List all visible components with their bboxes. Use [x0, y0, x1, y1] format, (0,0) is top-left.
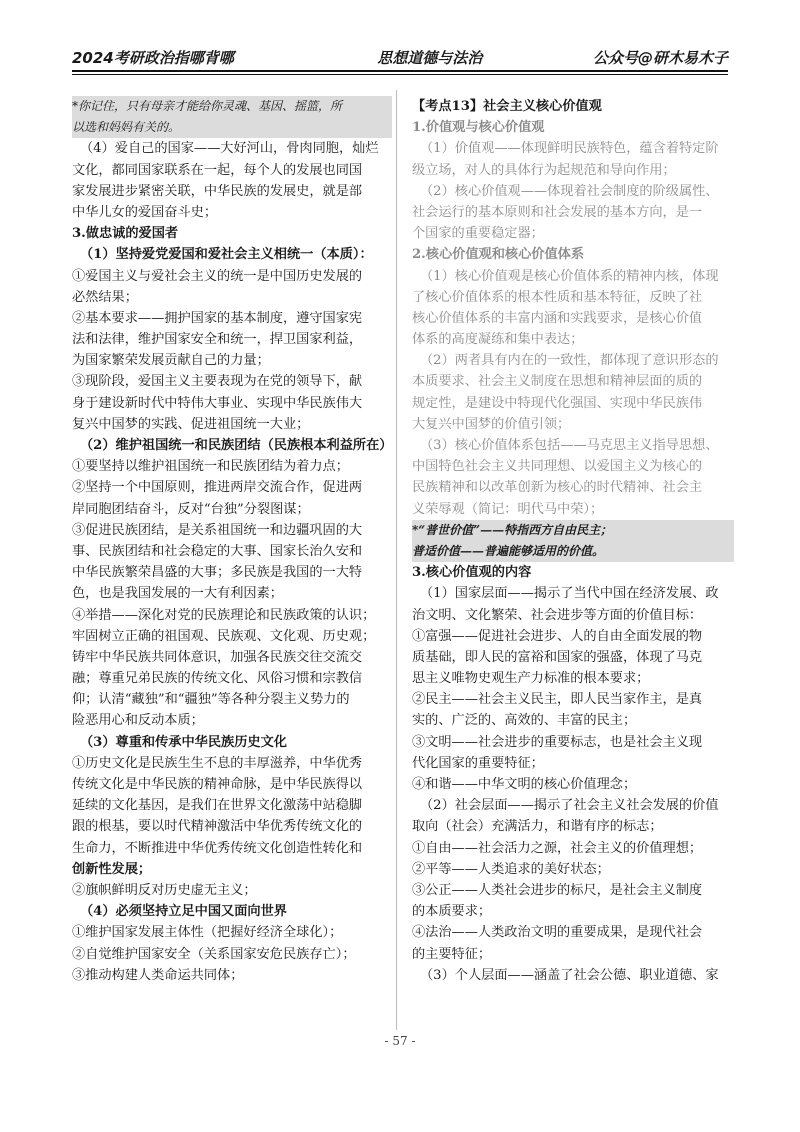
right-text-line: 了核心价值体系的根本性质和基本特征，反映了社	[412, 289, 703, 305]
left-text-line: 中华儿女的爱国奋斗史；	[72, 204, 218, 220]
left-text-line: ②坚持一个中国原则，推进两岸交流合作，促进两	[72, 480, 363, 496]
right-text-line: 的本质要求；	[412, 904, 492, 920]
right-text-line: （3）个人层面——涵盖了社会公德、职业道德、家	[420, 967, 719, 983]
right-text-line: 中国特色社会主义共同理想、以爱国主义为核心的	[412, 459, 703, 475]
left-text-line: （3）尊重和传承中华民族历史文化	[80, 734, 287, 750]
left-text-line: 为国家繁荣发展贡献自己的力量；	[72, 353, 270, 369]
right-text-line: 3.核心价值观的内容	[412, 565, 532, 581]
right-text-line: ④法治——人类政治文明的重要成果，是现代社会	[412, 925, 703, 941]
left-text-line: 法和法律，维护国家安全和统一，捍卫国家利益，	[72, 332, 363, 348]
right-text-line: （2）核心价值观——体现着社会制度的阶级属性、	[420, 183, 719, 199]
right-text-line: （1）核心价值观是核心价值体系的精神内核，体现	[420, 268, 719, 284]
right-text-line: 治文明、文化繁荣、社会进步等方面的价值目标：	[412, 607, 703, 623]
right-text-line: 质基础，即人民的富裕和国家的强盛，体现了马克	[412, 649, 703, 665]
right-text-line: （2）社会层面——揭示了社会主义社会发展的价值	[420, 798, 719, 814]
left-text-line: ③促进民族团结，是关系祖国统一和边疆巩固的大	[72, 522, 363, 538]
left-text-line: ②自觉维护国家安全（关系国家安危民族存亡）；	[72, 946, 356, 962]
right-text-line: 规定性，是建设中特现代化强国、实现中华民族伟	[412, 395, 703, 411]
left-text-line: 铸牢中华民族共同体意识，加强各民族交往交流交	[72, 649, 363, 665]
left-text-line: ④举措——深化对党的民族理论和民族政策的认识；	[72, 607, 376, 623]
left-text-line: 以选和妈妈有关的。	[72, 117, 392, 138]
right-text-line: 普适价值——普遍能够适用的价值。	[412, 541, 734, 562]
right-text-line: ①自由——社会活力之源，社会主义的价值理想；	[412, 840, 703, 856]
right-text-line: 的主要特征；	[412, 946, 492, 962]
right-text-line: 【考点13】社会主义核心价值观	[412, 99, 602, 114]
left-text-line: 延续的文化基因，是我们在世界文化激荡中站稳脚	[72, 798, 363, 814]
left-text-line: 牢固树立正确的祖国观、民族观、文化观、历史观；	[72, 628, 376, 644]
right-text-line: 1.价值观与核心价值观	[412, 120, 545, 136]
left-text-line: 生命力，不断推进中华优秀传统文化创造性转化和	[72, 840, 363, 856]
right-text-line: 核心价值体系的丰富内涵和实践要求，是核心价值	[412, 310, 703, 326]
right-text-line: （1）国家层面——揭示了当代中国在经济发展、政	[420, 586, 719, 602]
left-text-line: ②基本要求——拥护国家的基本制度，遵守国家宪	[72, 310, 363, 326]
header-author: 公众号@研木易木子	[592, 49, 728, 67]
left-text-line: ①维护国家发展主体性（把握好经济全球化）；	[72, 925, 343, 941]
left-text-line: 家发展进步紧密关联，中华民族的发展史，就是部	[72, 183, 363, 199]
left-text-line: 身于建设新时代中特伟大事业、实现中华民族伟大	[72, 395, 363, 411]
left-text-line: 3.做忠诚的爱国者	[72, 226, 179, 242]
left-text-line: 融；尊重兄弟民族的传统文化、风俗习惯和宗教信	[72, 671, 363, 687]
right-text-line: 2.核心价值观和核心价值体系	[412, 247, 585, 263]
right-text-line: ②民主——社会主义民主，即人民当家作主，是真	[412, 692, 703, 708]
left-text-line: 创新性发展；	[72, 861, 152, 877]
right-text-line: 大复兴中国梦的价值引领；	[412, 416, 571, 432]
right-text-line: 个国家的重要稳定器；	[412, 226, 544, 242]
left-text-line: 仰；认清“藏独”和“疆独”等各种分裂主义势力的	[72, 692, 350, 708]
left-text-line: ①历史文化是民族生生不息的丰厚滋养，中华优秀	[72, 755, 363, 771]
right-text-line: ③公正——人类社会进步的标尺，是社会主义制度	[412, 882, 703, 898]
left-column	[72, 96, 392, 986]
left-text-line: 跟的根基，要以时代精神激活中华优秀传统文化的	[72, 819, 363, 835]
left-text-line: ③现阶段，爱国主义主要表现为在党的领导下，献	[72, 374, 363, 390]
left-text-line: （1）坚持爱党爱国和爱社会主义相统一（本质）：	[80, 247, 373, 263]
header-rule-thin	[72, 74, 728, 75]
right-text-line: 体系的高度凝练和集中表达；	[412, 332, 584, 348]
right-text-line: ④和谐——中华文明的核心价值理念；	[412, 777, 637, 792]
left-text-line: （4）爱自己的国家——大好河山，骨肉同胞，灿烂	[80, 141, 379, 157]
left-text-line: 必然结果；	[72, 289, 138, 305]
right-text-line: ①富强——促进社会进步、人的自由全面发展的物	[412, 628, 703, 644]
left-text-line: *你记住，只有母亲才能给你灵魂、基因、摇篮，所	[72, 96, 392, 117]
left-text-line: 色，也是我国发展的一大有利因素；	[72, 586, 283, 602]
right-text-line: （1）价值观——体现鲜明民族特色，蕴含着特定阶	[420, 141, 719, 157]
page-header	[72, 38, 728, 68]
right-text-line: 取向（社会）充满活力，和谐有序的标志；	[412, 819, 663, 835]
left-text-line: 事、民族团结和社会稳定的大事、国家长治久安和	[72, 543, 363, 559]
right-text-line: 本质要求、社会主义制度在思想和精神层面的质的	[412, 374, 703, 390]
right-text-line: 社会运行的基本原则和社会发展的基本方向，是一	[412, 204, 703, 220]
left-text-line: ③推动构建人类命运共同体；	[72, 967, 244, 983]
left-text-line: （4）必须坚持立足中国又面向世界	[80, 904, 287, 920]
right-text-line: *“普世价值”——特指西方自由民主；	[412, 520, 734, 541]
right-text-line: （3）核心价值体系包括——马克思主义指导思想、	[420, 438, 719, 453]
right-text-line: 实的、广泛的、高效的、丰富的民主；	[412, 713, 637, 729]
right-text-line: 义荣辱观（简记：明代马中荣）；	[412, 501, 604, 517]
left-text-line: ①爱国主义与爱社会主义的统一是中国历史发展的	[72, 268, 363, 284]
left-text-line: 传统文化是中华民族的精神命脉，是中华民族得以	[72, 777, 363, 792]
right-text-line: 思主义唯物史观生产力标准的根本要求；	[412, 671, 650, 687]
column-divider	[396, 90, 397, 1030]
left-text-line: （2）维护祖国统一和民族团结（民族根本利益所在）	[80, 438, 392, 453]
right-text-line: （2）两者具有内在的一致性，都体现了意识形态的	[420, 353, 719, 369]
right-text-line: 代化国家的重要特征；	[412, 755, 544, 771]
left-text-line: ①要坚持以维护祖国统一和民族团结为着力点；	[72, 459, 349, 475]
right-text-line: ③文明——社会进步的重要标志，也是社会主义现	[412, 734, 703, 750]
left-text-line: 文化，都同国家联系在一起，每个人的发展也同国	[72, 162, 363, 178]
header-book-title: 2024考研政治指哪背哪	[72, 49, 234, 67]
right-text-line: ②平等——人类追求的美好状态；	[412, 861, 610, 877]
header-chapter-title: 思想道德与法治	[377, 49, 483, 67]
left-text-line: 岸同胞团结奋斗，反对“台独”分裂图谋；	[72, 501, 310, 517]
header-rule-thick	[72, 70, 728, 72]
right-column	[412, 96, 734, 986]
right-text-line: 民族精神和以改革创新为核心的时代精神、社会主	[412, 480, 703, 496]
left-text-line: ②旗帜鲜明反对历史虚无主义；	[72, 882, 257, 898]
left-text-line: 中华民族繁荣昌盛的大事；多民族是我国的一大特	[72, 565, 363, 581]
right-text-line: 级立场，对人的具体行为起规范和导向作用；	[412, 162, 676, 178]
left-text-line: 险恶用心和反动本质；	[72, 713, 204, 729]
page-number: - 57 -	[384, 1034, 416, 1048]
left-text-line: 复兴中国梦的实践、促进祖国统一大业；	[72, 416, 310, 432]
